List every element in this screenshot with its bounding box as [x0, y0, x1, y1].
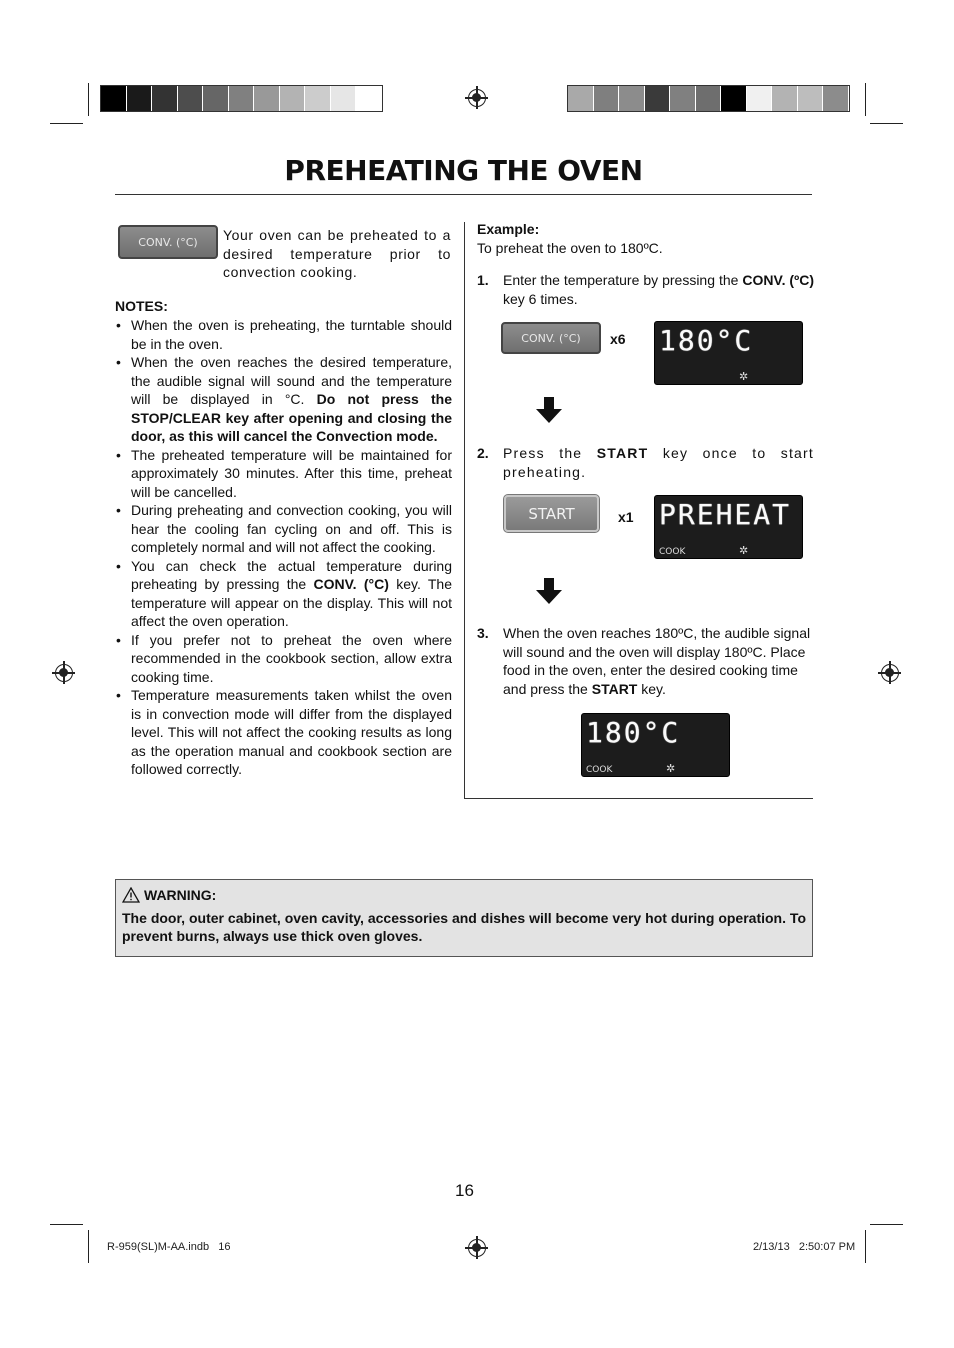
list-item: • During preheating and convection cooking, you will hear the cooling fan cycling on and off. This is completely normal and will not affect the cooking. [115, 501, 452, 557]
cook-indicator: COOK [586, 765, 613, 775]
page-title: PREHEATING THE OVEN [284, 154, 643, 187]
color-calibration-bar-right [567, 85, 850, 112]
color-calibration-bar-left [100, 85, 383, 112]
list-item: • When the oven is preheating, the turntable should be in the oven. [115, 316, 452, 353]
color-swatch [772, 86, 798, 111]
color-swatch [645, 86, 671, 111]
registration-mark-icon [468, 1239, 486, 1257]
step-number: 3. [477, 625, 489, 641]
conv-key-illustration [118, 225, 218, 259]
press-count: x6 [610, 331, 626, 347]
lcd-display [654, 321, 803, 385]
warning-box [115, 879, 813, 957]
color-swatch [331, 86, 357, 111]
arrow-down-icon [536, 578, 562, 604]
registration-mark-icon [468, 89, 486, 107]
color-swatch [305, 86, 331, 111]
color-swatch [254, 86, 280, 111]
list-item: • The preheated temperature will be maintained for approximately 30 minutes. After this time, preheat will be cancelled. [115, 446, 452, 502]
notes-heading: NOTES: [115, 298, 168, 314]
list-item: • Temperature measurements taken whilst the oven is in convection mode will differ from the displayed level. This will not affect the cooking results as long as the operation manual and cookbook section are followed correctly. [115, 686, 452, 779]
notes-list [115, 316, 452, 779]
list-item: • If you prefer not to preheat the oven where recommended in the cookbook section, allow extra cooking time. [115, 631, 452, 687]
color-swatch [696, 86, 722, 111]
color-swatch [568, 86, 594, 111]
intro-text: Your oven can be preheated to a desired temperature prior to convection cooking. [223, 227, 451, 280]
color-swatch [101, 86, 127, 111]
lcd-display [581, 713, 730, 777]
step-number: 2. [477, 445, 489, 461]
cook-indicator: COOK [659, 547, 686, 557]
color-swatch [670, 86, 696, 111]
start-key-illustration: START [504, 495, 599, 532]
display-readout: 180°C [659, 324, 754, 357]
warning-text: The door, outer cabinet, oven cavity, accessories and dishes will become very hot during operation. To prevent burns, always use thick oven gloves. [122, 909, 806, 944]
slug-filename: R-959(SL)M-AA.indb 16 [107, 1241, 231, 1253]
title-divider [115, 194, 812, 195]
color-swatch [823, 86, 849, 111]
color-swatch [619, 86, 645, 111]
warning-triangle-icon [122, 887, 140, 903]
registration-mark-icon [55, 664, 73, 682]
list-item: • When the oven reaches the desired temperature, the audible signal will sound and the temperature will be displayed in °C. Do not press the STOP/CLEAR key after opening and closing the door, as this will cancel the Convection mode. [115, 353, 452, 446]
color-swatch [152, 86, 178, 111]
display-readout: 180°C [586, 716, 681, 749]
fan-icon: ✲ [666, 762, 676, 775]
warning-title: WARNING: [144, 887, 217, 903]
color-swatch [356, 86, 382, 111]
arrow-down-icon [536, 397, 562, 423]
color-swatch [594, 86, 620, 111]
color-swatch [721, 86, 747, 111]
step-2: 2. Press the START key once to start preheating. [477, 445, 814, 480]
fan-icon: ✲ [739, 544, 749, 557]
step-1: 1. Enter the temperature by pressing the CONV. (ºC) key 6 times. [477, 272, 814, 307]
list-item: • You can check the actual temperature during preheating by pressing the CONV. (°C) key. The temperature will appear on the display. This will not affect the oven operation. [115, 557, 452, 631]
color-swatch [203, 86, 229, 111]
lcd-display [654, 495, 803, 559]
step-3: 3. When the oven reaches 180ºC, the audible signal will sound and the oven will display 180ºC. Place food in the oven, enter the desired cooking time and press the START key. [477, 625, 811, 697]
color-swatch [127, 86, 153, 111]
color-swatch [178, 86, 204, 111]
color-swatch [280, 86, 306, 111]
display-readout: PREHEAT [659, 498, 792, 531]
step-number: 1. [477, 272, 489, 288]
example-heading: Example: [477, 221, 540, 237]
press-count: x1 [618, 509, 634, 525]
color-swatch [229, 86, 255, 111]
page-number: 16 [455, 1181, 474, 1200]
registration-mark-icon [881, 664, 899, 682]
fan-icon: ✲ [739, 370, 749, 383]
example-subheading: To preheat the oven to 180ºC. [477, 240, 663, 256]
color-swatch [798, 86, 824, 111]
conv-key-illustration: CONV. (°C) [501, 322, 601, 354]
conv-key-label: CONV. (°C) [138, 235, 198, 249]
slug-timestamp: 2/13/13 2:50:07 PM [753, 1241, 856, 1253]
color-swatch [747, 86, 773, 111]
